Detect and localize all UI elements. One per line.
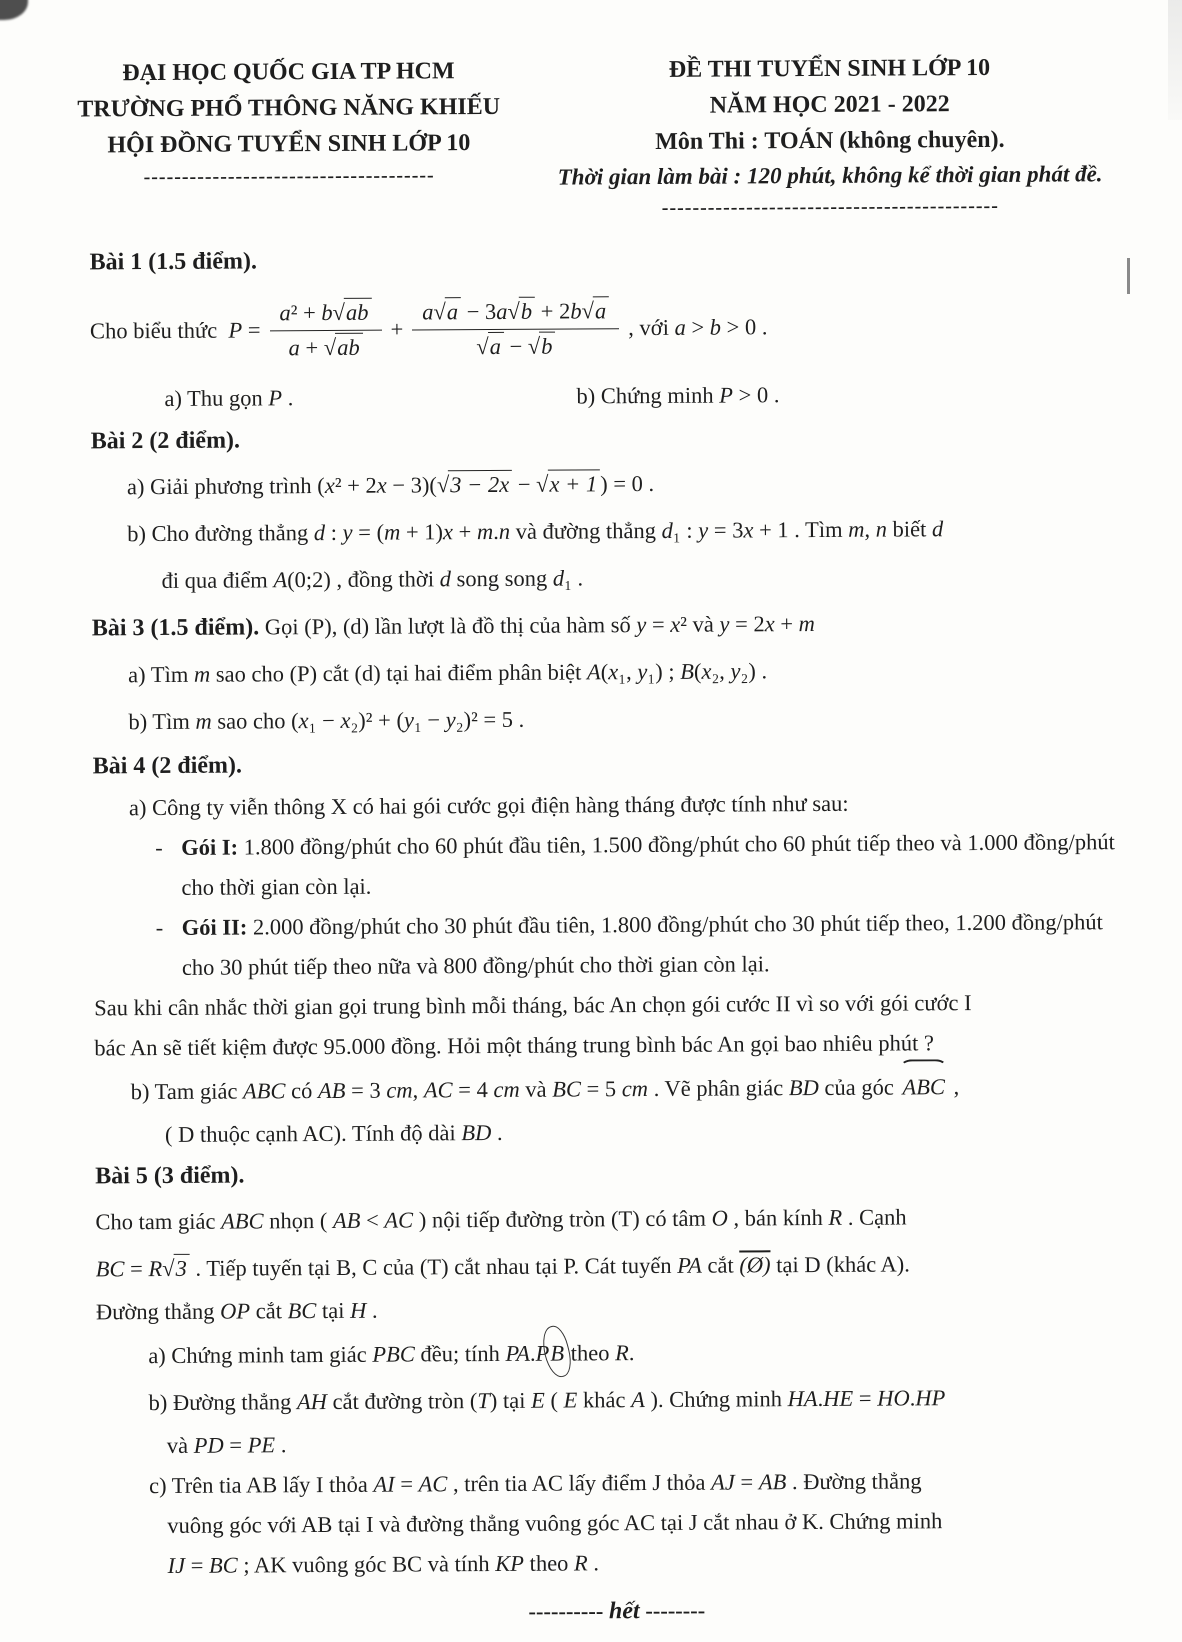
fraction-2-numerator: a√a − 3a√b + 2b√a bbox=[412, 298, 619, 329]
bai3-title: Bài 3 (1.5 điểm). bbox=[91, 614, 260, 642]
plus-sign: + bbox=[390, 316, 404, 342]
end-word: hết bbox=[608, 1598, 640, 1625]
bai1-p-equals: P = bbox=[228, 317, 261, 343]
bai5-paragraph-line3: Đường thẳng OP cắt BC tại H . bbox=[95, 1297, 378, 1325]
bai4-paragraph-line1: Sau khi cân nhắc thời gian gọi trung bình mỗi tháng, bác An chọn gói cước II vì so với gói cước I bbox=[94, 990, 972, 1021]
bai4-item-b-line1: b) Tam giác ABC có AB = 3 cm, AC = 4 cm và BC = 5 cm . Vẽ phân giác BD của góc ABC , bbox=[95, 1062, 1133, 1115]
bai3-item-b: b) Tìm m sao cho (x₁ − x₂)² + (y₁ − y₂)² = 5 . bbox=[128, 706, 525, 735]
exam-subject: Môn Thi : TOÁN (không chuyên). bbox=[655, 126, 1005, 155]
bai4-item-a: a) Công ty viễn thông X có hai gói cước gọi điện hàng tháng được tính như sau: bbox=[128, 790, 849, 821]
exam-duration: Thời gian làm bài : 120 phút, không kể thời gian phát đề. bbox=[557, 161, 1103, 190]
bai2-title: Bài 2 (2 điểm). bbox=[90, 427, 241, 455]
package-2-text bbox=[182, 902, 1132, 988]
bai3-heading bbox=[92, 598, 1130, 651]
bai2-item-b-line1: b) Cho đường thẳng d : y = (m + 1)x + m.n và đường thẳng d₁ : y = 3x + 1 . Tìm m, n biết d bbox=[127, 516, 944, 547]
exam-title: ĐỀ THI TUYỂN SINH LỚP 10 bbox=[668, 54, 991, 83]
header bbox=[50, 49, 1133, 226]
bai4-paragraph-line2: bác An sẽ tiết kiệm được 95.000 đồng. Hỏi một tháng trung bình bác An gọi bao nhiêu phút ? bbox=[94, 1030, 935, 1061]
bai1-item-b: b) Chứng minh P > 0 . bbox=[576, 382, 780, 409]
fraction-1-numerator: a² + b√ab bbox=[269, 299, 381, 330]
bai4-package-1 bbox=[93, 822, 1131, 908]
end-dashes-right: -------- bbox=[645, 1597, 706, 1624]
bai5-paragraph-line2: BC = R√3 . Tiếp tuyến tại B, C của (T) cắt nhau tại P. Cát tuyến PA cắt (Ø) tại D (khác A). bbox=[95, 1251, 910, 1282]
bai4-package-2 bbox=[94, 902, 1132, 988]
bai4-item-b-line2: ( D thuộc cạnh AC). Tính độ dài BD . bbox=[164, 1119, 503, 1147]
exam-body bbox=[51, 235, 1142, 1637]
fraction-2-denominator: √a − √b bbox=[412, 328, 619, 360]
fraction-1 bbox=[269, 299, 381, 361]
bai2-item-a: a) Giải phương trình (x² + 2x − 3)(√3 − 2x − √x + 1 ) = 0 . bbox=[126, 470, 655, 500]
bai5-item-b-line1: b) Đường thẳng AH cắt đường tròn (T) tại E ( E khác A ). Chứng minh HA.HE = HO.HP bbox=[148, 1385, 946, 1416]
exam-title-block bbox=[526, 49, 1133, 223]
bai1-item-a: a) Thu gọn P . bbox=[164, 385, 294, 411]
fraction-2 bbox=[412, 298, 619, 360]
exam-divider: -------------------------------------------- bbox=[661, 194, 999, 219]
bai5-item-b-line2: và PD = PE . bbox=[166, 1432, 287, 1458]
end-dashes-left: ---------- bbox=[528, 1598, 604, 1624]
org-line-2: TRƯỜNG PHỔ THÔNG NĂNG KHIẾU bbox=[77, 93, 501, 123]
bai1-lead: Cho biểu thức bbox=[89, 317, 218, 344]
package-2-label: Gói II: bbox=[181, 914, 248, 940]
org-line-3: HỘI ĐỒNG TUYỂN SINH LỚP 10 bbox=[107, 130, 471, 159]
organization-block bbox=[50, 53, 527, 226]
end-of-exam bbox=[98, 1586, 1136, 1636]
bullet-dash: - bbox=[155, 914, 164, 941]
bai1-expression bbox=[90, 278, 1129, 378]
bai1-title: Bài 1 (1.5 điểm). bbox=[89, 248, 257, 276]
package-2-detail: 2.000 đồng/phút cho 30 phút đầu tiên, 1.800 đồng/phút cho 30 phút tiếp theo, 1.200 đồng/phút cho 30 phút tiếp theo nữa và 800 đồng/phút cho thời gian còn lại. bbox=[181, 909, 1103, 980]
fraction-1-denominator: a + √ab bbox=[270, 329, 382, 361]
exam-year: NĂM HỌC 2021 - 2022 bbox=[709, 91, 950, 119]
org-line-1: ĐẠI HỌC QUỐC GIA TP HCM bbox=[122, 58, 455, 87]
bai5-item-c-line2: vuông góc với AB tại I và đường thẳng vuông góc AC tại J cắt nhau ở K. Chứng minh bbox=[167, 1508, 943, 1538]
bai3-intro: Gọi (P), (d) lần lượt là đồ thị của hàm số y = x² và y = 2x + m bbox=[264, 611, 815, 640]
package-1-label: Gói I: bbox=[181, 834, 239, 860]
bai5-title: Bài 5 (3 điểm). bbox=[95, 1162, 245, 1190]
bai1-condition: , với a > b > 0 . bbox=[628, 314, 768, 341]
bai2-item-b-line2: đi qua điểm A(0;2) , đồng thời d song song d₁ . bbox=[161, 565, 584, 593]
package-1-text bbox=[181, 822, 1131, 908]
bai4-title: Bài 4 (2 điểm). bbox=[92, 752, 243, 780]
bai5-item-a: a) Chứng minh tam giác PBC đều; tính PA.PB theo R. bbox=[96, 1326, 1134, 1379]
bai5-item-c-line1: c) Trên tia AB lấy I thỏa AI = AC , trên tia AC lấy điểm J thỏa AJ = AB . Đường thẳng bbox=[148, 1468, 922, 1499]
bai5-item-c-line3: IJ = BC ; AK vuông góc BC và tính KP theo R . bbox=[167, 1550, 600, 1578]
org-divider: -------------------------------------- bbox=[143, 164, 435, 189]
bai3-item-a: a) Tìm m sao cho (P) cắt (d) tại hai điểm phân biệt A(x₁, y₁) ; B(x₂, y₂) . bbox=[128, 658, 768, 688]
package-1-detail: 1.800 đồng/phút cho 60 phút đầu tiên, 1.500 đồng/phút cho 60 phút tiếp theo và 1.000 đồng/phút cho thời gian còn lại. bbox=[181, 829, 1115, 900]
bullet-dash: - bbox=[155, 834, 163, 861]
bai5-paragraph-line1: Cho tam giác ABC nhọn ( AB < AC ) nội tiếp đường tròn (T) có tâm O , bán kính R . Cạnh bbox=[95, 1204, 907, 1235]
bai1-items bbox=[90, 372, 1128, 420]
